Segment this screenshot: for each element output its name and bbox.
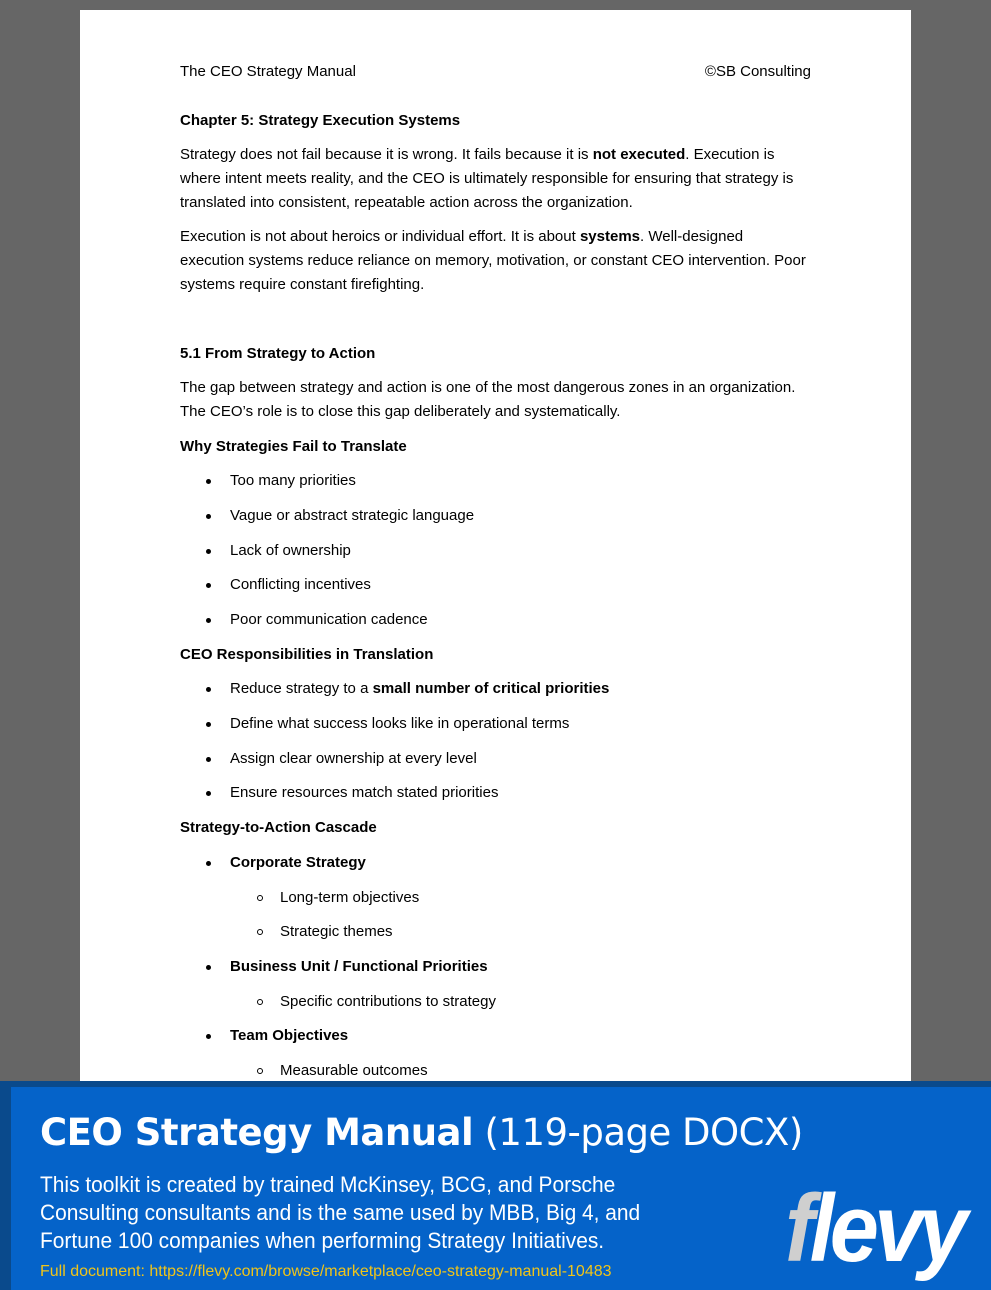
- bullet-icon: [206, 618, 211, 623]
- logo-letter-f: f: [785, 1175, 810, 1282]
- list-item-text: Conflicting incentives: [230, 576, 371, 593]
- cascade-subitem-text: Specific contributions to strategy: [280, 993, 496, 1010]
- cascade-subitem-text: Long-term objectives: [280, 889, 420, 906]
- list-item-text: Poor communication cadence: [230, 611, 428, 628]
- cascade-subitem: [180, 920, 811, 944]
- list-item: [180, 747, 811, 771]
- cascade-level-label: Team Objectives: [230, 1027, 349, 1044]
- hollow-bullet-icon: [257, 999, 263, 1005]
- banner-title: [40, 1109, 803, 1157]
- intro-paragraph-1: [180, 143, 811, 215]
- bullet-icon: [206, 965, 211, 970]
- bullet-icon: [206, 757, 211, 762]
- promo-banner: [0, 1081, 991, 1290]
- bullet-icon: [206, 861, 211, 866]
- banner-description: This toolkit is created by trained McKinsey, BCG, and Porsche Consulting consultants and is the same used by MBB, Big 4, and Fortune 100 companies when performing Strategy Initiatives.: [40, 1172, 641, 1253]
- cascade-heading: Strategy-to-Action Cascade: [180, 819, 377, 836]
- list-item-text: Vague or abstract strategic language: [230, 507, 475, 524]
- why-fail-heading: Why Strategies Fail to Translate: [180, 438, 407, 455]
- document-page: [80, 10, 911, 1090]
- list-item: [180, 469, 811, 493]
- list-item: [180, 781, 811, 805]
- cascade-subitem: [180, 1059, 811, 1083]
- cascade-level-label: Business Unit / Functional Priorities: [230, 958, 488, 975]
- cascade-subitem: [180, 886, 811, 910]
- text: Reduce strategy to a: [230, 680, 373, 697]
- cascade-level: [180, 955, 811, 979]
- list-item-text: Too many priorities: [230, 472, 356, 489]
- emphasis-text: small number of critical priorities: [372, 680, 610, 697]
- logo-letters: levy: [809, 1175, 964, 1282]
- list-item: [180, 573, 811, 597]
- list-item: [180, 712, 811, 736]
- hollow-bullet-icon: [257, 895, 263, 901]
- cascade-subitem-text: Measurable outcomes: [280, 1062, 428, 1079]
- header-copyright: ©SB Consulting: [704, 63, 811, 80]
- list-item: [180, 608, 811, 632]
- bullet-icon: [206, 514, 211, 519]
- cascade-subitem: [180, 990, 811, 1014]
- list-item-text: Lack of ownership: [230, 542, 351, 559]
- cascade-level: [180, 851, 811, 875]
- promo-banner-body: [11, 1087, 991, 1290]
- flevy-logo[interactable]: [785, 1175, 964, 1282]
- intro-paragraph-2: [180, 225, 811, 297]
- text: Strategy does not fail because it is wrong. It fails because it is: [180, 146, 593, 163]
- chapter-title: Chapter 5: Strategy Execution Systems: [180, 112, 461, 129]
- cascade-level: [180, 1024, 811, 1048]
- hollow-bullet-icon: [257, 929, 263, 935]
- list-item-text: [230, 677, 609, 701]
- bullet-icon: [206, 1034, 211, 1039]
- list-item: [180, 539, 811, 563]
- text: . Execution is where intent meets reality, and the CEO is ultimately responsible for ensuring that strategy is translated into consistent, repeatable action across the organization.: [180, 146, 794, 211]
- emphasis-text: systems: [579, 228, 641, 245]
- text: . Well-designed execution systems reduce reliance on memory, motivation, or constant CEO intervention. Poor systems require constant firefighting.: [180, 228, 806, 293]
- banner-title-main: CEO Strategy Manual: [40, 1111, 474, 1154]
- page-header: [180, 60, 811, 84]
- full-document-link[interactable]: Full document: https://flevy.com/browse/marketplace/ceo-strategy-manual-10483: [40, 1263, 612, 1280]
- ceo-responsibilities-heading: CEO Responsibilities in Translation: [180, 646, 434, 663]
- cascade-subitem-text: Strategic themes: [280, 923, 393, 940]
- bullet-icon: [206, 479, 211, 484]
- list-item: [180, 677, 811, 701]
- header-title: The CEO Strategy Manual: [180, 63, 356, 80]
- list-item-text: Assign clear ownership at every level: [230, 750, 477, 767]
- bullet-icon: [206, 791, 211, 796]
- list-item: [180, 504, 811, 528]
- cascade-level-label: Corporate Strategy: [230, 854, 366, 871]
- list-item-text: Ensure resources match stated priorities: [230, 784, 499, 801]
- bullet-icon: [206, 722, 211, 727]
- section-paragraph: The gap between strategy and action is one of the most dangerous zones in an organization. The CEO’s role is to close this gap deliberately and systematically.: [180, 379, 796, 420]
- text: Execution is not about heroics or individual effort. It is about: [180, 228, 580, 245]
- bullet-icon: [206, 687, 211, 692]
- bullet-icon: [206, 583, 211, 588]
- emphasis-text: not executed: [592, 146, 686, 163]
- section-title: 5.1 From Strategy to Action: [180, 345, 376, 362]
- bullet-icon: [206, 549, 211, 554]
- banner-title-format: (119-page DOCX): [473, 1111, 803, 1154]
- hollow-bullet-icon: [257, 1068, 263, 1074]
- list-item-text: Define what success looks like in operational terms: [230, 715, 570, 732]
